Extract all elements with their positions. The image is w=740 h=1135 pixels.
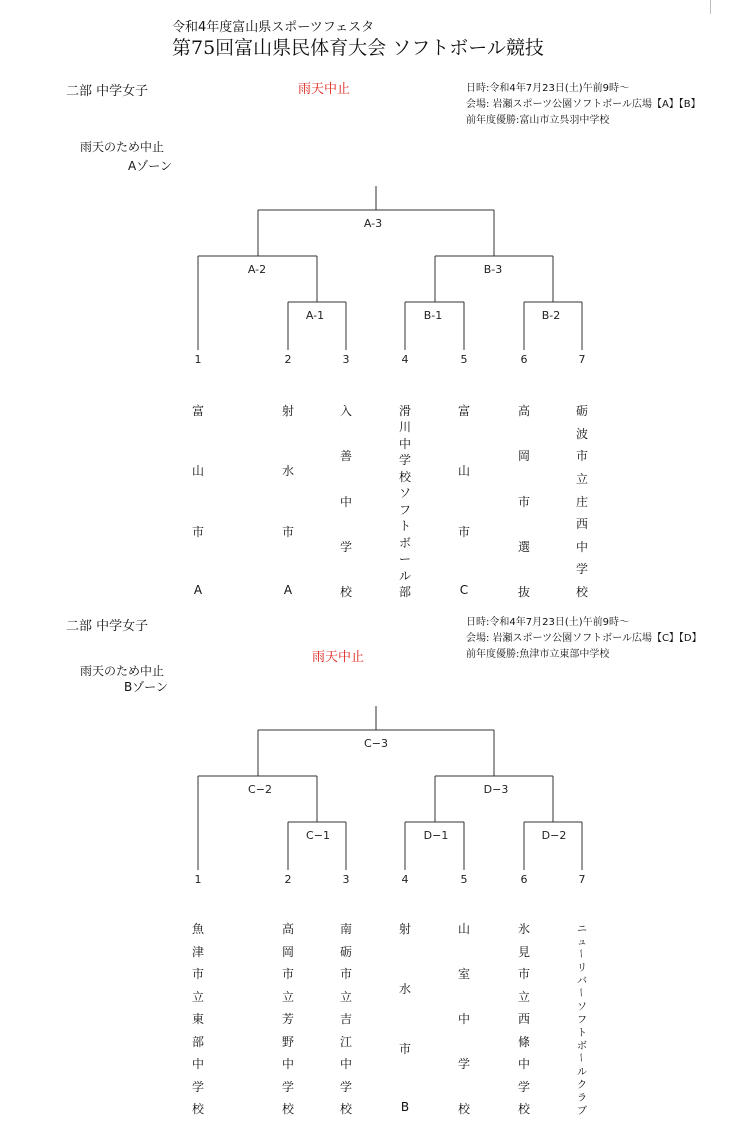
info-datetime: 日時:令和4年7月23日(土)午前9時～ [466,83,629,94]
team-name-char: 学 [339,539,352,554]
match-label-left: A-2 [247,263,267,276]
match-label-right-a: B-1 [423,309,443,322]
team-name-char: 立 [517,989,530,1004]
team-name-char: 江 [339,1034,352,1049]
team-name-char: 魚 [191,922,204,936]
team-name-char: 滑 [398,404,411,418]
slot-number: 4 [401,873,409,886]
team-name-char: 市 [398,1042,411,1056]
team-name-char: ク [577,1080,587,1091]
team-name-char: 見 [517,944,530,959]
slot-number: 2 [284,873,292,886]
team-name-char: リ [577,963,587,974]
team-name-char: 立 [339,989,352,1004]
match-label-left-sub: A-1 [305,309,325,322]
zone-label-b: Bゾーン [124,680,168,694]
team-name-char: 水 [398,982,411,996]
team-name-char: 市 [191,524,204,539]
team-name-char: 波 [575,426,588,441]
team-name-char: 校 [281,1102,294,1116]
team-name-char: 学 [517,1079,530,1094]
match-label-right: B-3 [483,263,503,276]
team-name-char: 学 [339,1079,352,1094]
match-label-top: A-3 [363,217,383,230]
team-name-char: 川 [398,420,411,435]
team-name-char: 津 [191,944,204,959]
team-name-char: 岡 [281,944,294,959]
team-name-char: 校 [517,1102,530,1116]
team-name-char: ー [398,552,411,567]
team-name-char: ボ [577,1041,587,1052]
match-label-right: D−3 [483,783,509,796]
info-previous-winner: 前年度優勝:富山市立呉羽中学校 [466,115,610,126]
page-title: 第75回富山県民体育大会 ソフトボール競技 [172,37,544,59]
team-name-char: 富 [457,404,470,418]
team-name-char: 砺 [575,404,588,418]
bracket-b [0,700,740,900]
team-name-char: 市 [191,967,204,981]
team-name-char: 中 [191,1057,204,1071]
slot-number: 3 [342,873,350,886]
team-name-char: 射 [281,404,294,418]
team-name-char: 市 [281,967,294,981]
team-name-char: 抜 [517,585,530,599]
team-name-char: 市 [517,494,530,509]
team-name-char: 中 [575,539,588,554]
event-info-b [466,615,702,663]
match-label-left: C−2 [248,783,272,796]
team-name-char: 砺 [339,944,352,959]
team-name-char: 室 [457,967,470,981]
slot-number: 2 [284,353,292,366]
team-name-char: 中 [281,1057,294,1071]
team-name-char: 学 [398,453,411,468]
team-name-char: 射 [398,922,411,936]
team-name-char: ニ [577,924,587,935]
match-label-left-sub: C−1 [306,829,330,842]
info-venue: 会場: 岩瀬スポーツ公園ソフトボール広場【C】【D】 [466,633,702,644]
team-name-char: 南 [339,922,352,936]
info-previous-winner: 前年度優勝:魚津市立東部中学校 [466,649,610,660]
team-name-char: 校 [339,1102,352,1116]
team-name-char: 中 [339,1057,352,1071]
info-venue: 会場: 岩瀬スポーツ公園ソフトボール広場【A】【B】 [466,99,701,110]
team-name-char: ュ [577,937,587,948]
team-name-char: C [459,583,469,597]
team-name-char: 中 [517,1057,530,1071]
team-name-char: フ [577,1015,587,1026]
team-name-char: ブ [577,1106,587,1117]
team-name-char: 入 [339,404,352,418]
team-name-char: ー [574,987,586,998]
team-name-char: 東 [191,1012,204,1026]
team-name-char: ー [574,948,586,959]
team-name-char: ソ [398,486,411,501]
team-name-char: ソ [577,1002,587,1013]
team-name-char: B [400,1100,410,1114]
team-name-char: 西 [575,517,588,532]
team-name-char: 市 [457,524,470,539]
cancel-note-b: 雨天のため中止 [80,664,165,678]
team-name-char: フ [398,502,411,517]
team-name-char: 中 [457,1012,470,1026]
slot-number: 1 [194,353,202,366]
team-name-char: 水 [281,464,294,479]
team-name-char: ー [574,1052,586,1063]
team-name-char: 山 [457,464,470,479]
team-name-char: 学 [281,1079,294,1094]
team-name-char: バ [577,976,587,987]
rain-cancel-label-b: 雨天中止 [312,650,365,665]
match-label-right-a: D−1 [423,829,449,842]
event-info-a [466,81,701,129]
team-name-char: 市 [517,967,530,981]
team-name-char: 中 [398,436,411,451]
team-name-char: 野 [281,1034,294,1049]
team-name-char: 氷 [517,922,530,936]
team-name-char: 善 [339,449,352,464]
team-name-char: 芳 [281,1012,294,1026]
team-name-char: ラ [577,1093,587,1104]
slot-number: 7 [578,873,586,886]
slot-number: 5 [460,353,468,366]
cancel-note-a: 雨天のため中止 [80,140,165,154]
team-name-char: 中 [339,494,352,509]
slot-number: 5 [460,873,468,886]
team-name-char: 校 [191,1102,204,1116]
page-edge-line [710,0,711,14]
team-name-char: ト [398,519,411,534]
team-name-char: 高 [517,404,530,418]
team-name-char: 吉 [339,1012,352,1026]
team-name-char: ボ [398,535,411,550]
team-name-char: 西 [517,1012,530,1026]
team-name-char: 立 [281,989,294,1004]
team-name-char: 市 [339,967,352,981]
bracket-a [0,180,740,380]
slot-number: 6 [520,353,528,366]
team-name-char: 山 [457,922,470,936]
team-name-char: 部 [398,585,411,599]
team-name-char: ル [577,1067,587,1078]
team-name-char: 條 [517,1034,530,1049]
team-name-char: 学 [191,1079,204,1094]
slot-number: 4 [401,353,409,366]
team-name-char: 山 [191,464,204,479]
team-name-char: 岡 [517,449,530,464]
team-name-char: 校 [575,585,588,599]
rain-cancel-label-a: 雨天中止 [298,82,351,97]
slot-number: 1 [194,873,202,886]
team-name-char: ト [577,1028,587,1039]
team-name-char: 学 [575,562,588,577]
team-name-char: 立 [191,989,204,1004]
team-name-char: 富 [191,404,204,418]
team-name-char: 校 [457,1102,470,1116]
division-label-b: 二部 中学女子 [66,619,149,634]
team-name-char: 市 [281,524,294,539]
team-name-char: A [193,583,203,597]
match-label-right-b: B-2 [541,309,561,322]
info-datetime: 日時:令和4年7月23日(土)午前9時～ [466,617,629,628]
team-name-char: ル [398,568,411,583]
team-name-char: 市 [575,449,588,464]
match-label-top: C−3 [364,737,388,750]
division-label-a: 二部 中学女子 [66,84,149,99]
slot-number: 6 [520,873,528,886]
team-name-char: 高 [281,922,294,936]
team-name-char: 選 [517,539,530,554]
team-name-char: 校 [339,585,352,599]
slot-number: 7 [578,353,586,366]
team-name-char: 学 [457,1057,470,1071]
team-name-char: 部 [191,1034,204,1049]
match-label-right-b: D−2 [541,829,567,842]
slot-number: 3 [342,353,350,366]
event-subtitle: 令和4年度富山県スポーツフェスタ [172,20,375,35]
team-name-char: 立 [575,471,588,486]
team-name-char: 庄 [575,494,588,509]
team-name-char: A [283,583,293,597]
team-name-char: 校 [398,469,411,484]
zone-label-a: Aゾーン [128,159,172,173]
